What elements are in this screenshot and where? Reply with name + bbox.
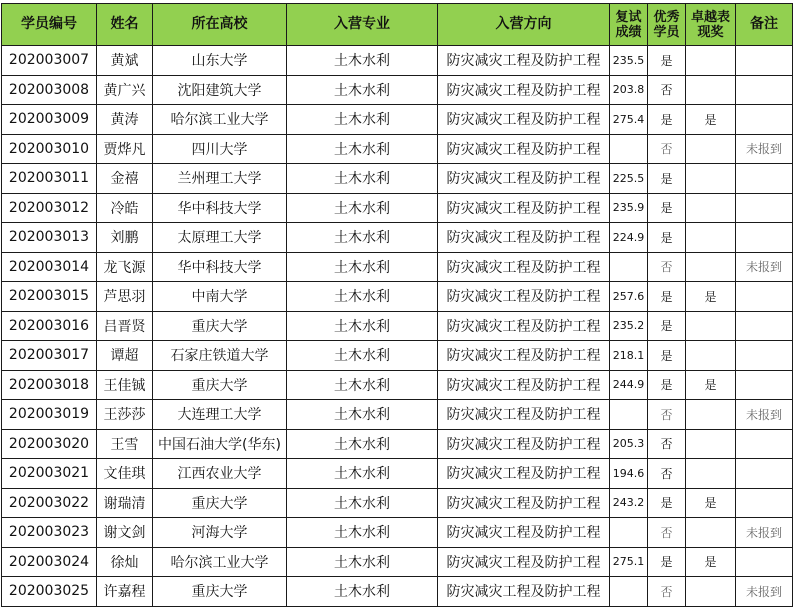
cell-excellent[interactable]: 是 [648, 488, 686, 518]
cell-score[interactable]: 225.5 [610, 164, 648, 194]
cell-student-id[interactable]: 202003016 [2, 311, 97, 341]
cell-school[interactable]: 哈尔滨工业大学 [153, 105, 287, 135]
cell-student-id[interactable]: 202003021 [2, 459, 97, 489]
student-table [1, 3, 793, 607]
cell-remark[interactable]: 未报到 [736, 400, 793, 430]
cell-major[interactable]: 土木水利 [287, 400, 438, 430]
cell-score[interactable]: 224.9 [610, 223, 648, 253]
cell-name[interactable]: 徐灿 [97, 547, 153, 577]
table-row [2, 429, 793, 459]
cell-name[interactable]: 黄涛 [97, 105, 153, 135]
cell-remark[interactable]: 未报到 [736, 134, 793, 164]
cell-excellent[interactable]: 是 [648, 105, 686, 135]
cell-school[interactable]: 山东大学 [153, 46, 287, 76]
col-header-remark[interactable]: 备注 [736, 4, 793, 46]
cell-major[interactable]: 土木水利 [287, 488, 438, 518]
cell-student-id[interactable]: 202003023 [2, 518, 97, 548]
cell-direction[interactable]: 防灾减灾工程及防护工程 [438, 459, 610, 489]
cell-student-id[interactable]: 202003014 [2, 252, 97, 282]
cell-name[interactable]: 王雪 [97, 429, 153, 459]
cell-student-id[interactable]: 202003025 [2, 577, 97, 607]
col-header-direction[interactable]: 入营方向 [438, 4, 610, 46]
cell-remark[interactable] [736, 547, 793, 577]
col-header-student-id[interactable]: 学员编号 [2, 4, 97, 46]
cell-excellent[interactable]: 否 [648, 134, 686, 164]
cell-major[interactable]: 土木水利 [287, 518, 438, 548]
cell-outstanding[interactable] [686, 341, 736, 371]
cell-score[interactable]: 203.8 [610, 75, 648, 105]
cell-school[interactable]: 华中科技大学 [153, 252, 287, 282]
cell-remark[interactable] [736, 282, 793, 312]
cell-direction[interactable]: 防灾减灾工程及防护工程 [438, 46, 610, 76]
cell-name[interactable]: 许嘉程 [97, 577, 153, 607]
cell-score[interactable]: 275.4 [610, 105, 648, 135]
cell-outstanding[interactable] [686, 134, 736, 164]
cell-direction[interactable]: 防灾减灾工程及防护工程 [438, 311, 610, 341]
cell-student-id[interactable]: 202003019 [2, 400, 97, 430]
cell-remark[interactable] [736, 105, 793, 135]
cell-score[interactable]: 275.1 [610, 547, 648, 577]
cell-student-id[interactable]: 202003008 [2, 75, 97, 105]
cell-score[interactable]: 235.9 [610, 193, 648, 223]
cell-student-id[interactable]: 202003010 [2, 134, 97, 164]
table-row [2, 518, 793, 548]
cell-direction[interactable]: 防灾减灾工程及防护工程 [438, 518, 610, 548]
cell-name[interactable]: 吕晋贤 [97, 311, 153, 341]
cell-direction[interactable]: 防灾减灾工程及防护工程 [438, 164, 610, 194]
cell-major[interactable]: 土木水利 [287, 341, 438, 371]
cell-outstanding[interactable] [686, 75, 736, 105]
cell-excellent[interactable]: 否 [648, 75, 686, 105]
cell-outstanding[interactable] [686, 311, 736, 341]
cell-school[interactable]: 中南大学 [153, 282, 287, 312]
cell-remark[interactable] [736, 488, 793, 518]
col-header-score-line1: 复试 [615, 9, 642, 25]
cell-score[interactable]: 218.1 [610, 341, 648, 371]
col-header-excellent[interactable] [648, 4, 686, 46]
cell-student-id[interactable]: 202003022 [2, 488, 97, 518]
cell-school[interactable]: 大连理工大学 [153, 400, 287, 430]
table-row [2, 341, 793, 371]
cell-excellent[interactable]: 是 [648, 547, 686, 577]
cell-excellent[interactable]: 否 [648, 459, 686, 489]
cell-school[interactable]: 重庆大学 [153, 488, 287, 518]
cell-remark[interactable] [736, 46, 793, 76]
cell-score[interactable] [610, 400, 648, 430]
cell-score[interactable]: 235.5 [610, 46, 648, 76]
table-row [2, 282, 793, 312]
cell-student-id[interactable]: 202003015 [2, 282, 97, 312]
cell-direction[interactable]: 防灾减灾工程及防护工程 [438, 223, 610, 253]
cell-score[interactable]: 194.6 [610, 459, 648, 489]
cell-outstanding[interactable]: 是 [686, 488, 736, 518]
cell-school[interactable]: 重庆大学 [153, 370, 287, 400]
cell-outstanding[interactable] [686, 429, 736, 459]
cell-school[interactable]: 四川大学 [153, 134, 287, 164]
cell-remark[interactable] [736, 223, 793, 253]
cell-name[interactable]: 王佳铖 [97, 370, 153, 400]
cell-direction[interactable]: 防灾减灾工程及防护工程 [438, 341, 610, 371]
cell-direction[interactable]: 防灾减灾工程及防护工程 [438, 429, 610, 459]
table-row [2, 164, 793, 194]
cell-remark[interactable] [736, 370, 793, 400]
cell-score[interactable] [610, 518, 648, 548]
cell-score[interactable]: 235.2 [610, 311, 648, 341]
table-row [2, 400, 793, 430]
cell-student-id[interactable]: 202003007 [2, 46, 97, 76]
cell-remark[interactable] [736, 75, 793, 105]
cell-excellent[interactable]: 是 [648, 193, 686, 223]
cell-school[interactable]: 华中科技大学 [153, 193, 287, 223]
cell-excellent[interactable]: 是 [648, 341, 686, 371]
table-row [2, 370, 793, 400]
col-header-excellent-line1: 优秀 [653, 9, 680, 25]
cell-score[interactable]: 243.2 [610, 488, 648, 518]
cell-school[interactable]: 河海大学 [153, 518, 287, 548]
cell-remark[interactable] [736, 311, 793, 341]
col-header-name[interactable]: 姓名 [97, 4, 153, 46]
table-row [2, 577, 793, 607]
col-header-score[interactable] [610, 4, 648, 46]
cell-direction[interactable]: 防灾减灾工程及防护工程 [438, 400, 610, 430]
cell-name[interactable]: 谢瑞清 [97, 488, 153, 518]
cell-name[interactable]: 龙飞源 [97, 252, 153, 282]
cell-school[interactable]: 中国石油大学(华东) [153, 429, 287, 459]
cell-major[interactable]: 土木水利 [287, 311, 438, 341]
cell-student-id[interactable]: 202003012 [2, 193, 97, 223]
col-header-outstanding[interactable] [686, 4, 736, 46]
cell-direction[interactable]: 防灾减灾工程及防护工程 [438, 577, 610, 607]
cell-excellent[interactable]: 是 [648, 370, 686, 400]
col-header-major[interactable]: 入营专业 [287, 4, 438, 46]
cell-score[interactable]: 244.9 [610, 370, 648, 400]
cell-excellent[interactable]: 是 [648, 282, 686, 312]
cell-excellent[interactable]: 否 [648, 252, 686, 282]
cell-major[interactable]: 土木水利 [287, 459, 438, 489]
cell-student-id[interactable]: 202003009 [2, 105, 97, 135]
cell-excellent[interactable]: 是 [648, 311, 686, 341]
cell-name[interactable]: 文佳琪 [97, 459, 153, 489]
cell-student-id[interactable]: 202003020 [2, 429, 97, 459]
cell-name[interactable]: 王莎莎 [97, 400, 153, 430]
cell-score[interactable]: 205.3 [610, 429, 648, 459]
cell-school[interactable]: 石家庄铁道大学 [153, 341, 287, 371]
cell-name[interactable]: 谢文剑 [97, 518, 153, 548]
cell-major[interactable]: 土木水利 [287, 46, 438, 76]
cell-outstanding[interactable] [686, 252, 736, 282]
cell-remark[interactable] [736, 459, 793, 489]
cell-direction[interactable]: 防灾减灾工程及防护工程 [438, 75, 610, 105]
cell-excellent[interactable]: 否 [648, 429, 686, 459]
cell-outstanding[interactable]: 是 [686, 370, 736, 400]
cell-student-id[interactable]: 202003017 [2, 341, 97, 371]
cell-direction[interactable]: 防灾减灾工程及防护工程 [438, 193, 610, 223]
cell-direction[interactable]: 防灾减灾工程及防护工程 [438, 134, 610, 164]
table-row [2, 46, 793, 76]
cell-score[interactable] [610, 134, 648, 164]
cell-major[interactable]: 土木水利 [287, 577, 438, 607]
cell-outstanding[interactable] [686, 400, 736, 430]
cell-student-id[interactable]: 202003024 [2, 547, 97, 577]
cell-major[interactable]: 土木水利 [287, 105, 438, 135]
cell-name[interactable]: 黄斌 [97, 46, 153, 76]
cell-score[interactable]: 257.6 [610, 282, 648, 312]
cell-excellent[interactable]: 是 [648, 46, 686, 76]
cell-major[interactable]: 土木水利 [287, 252, 438, 282]
table-row [2, 459, 793, 489]
cell-school[interactable]: 沈阳建筑大学 [153, 75, 287, 105]
cell-name[interactable]: 金禧 [97, 164, 153, 194]
cell-major[interactable]: 土木水利 [287, 164, 438, 194]
cell-major[interactable]: 土木水利 [287, 193, 438, 223]
cell-name[interactable]: 黄广兴 [97, 75, 153, 105]
cell-major[interactable]: 土木水利 [287, 370, 438, 400]
cell-score[interactable] [610, 252, 648, 282]
cell-direction[interactable]: 防灾减灾工程及防护工程 [438, 488, 610, 518]
cell-direction[interactable]: 防灾减灾工程及防护工程 [438, 282, 610, 312]
cell-excellent[interactable]: 否 [648, 400, 686, 430]
cell-excellent[interactable]: 否 [648, 518, 686, 548]
cell-school[interactable]: 重庆大学 [153, 577, 287, 607]
table-row [2, 105, 793, 135]
cell-school[interactable]: 重庆大学 [153, 311, 287, 341]
cell-remark[interactable]: 未报到 [736, 252, 793, 282]
col-header-outstanding-line2: 现奖 [697, 24, 724, 40]
cell-student-id[interactable]: 202003011 [2, 164, 97, 194]
col-header-score-line2: 成绩 [615, 24, 642, 40]
cell-outstanding[interactable] [686, 518, 736, 548]
cell-excellent[interactable]: 否 [648, 577, 686, 607]
cell-outstanding[interactable]: 是 [686, 282, 736, 312]
cell-outstanding[interactable]: 是 [686, 105, 736, 135]
cell-score[interactable] [610, 577, 648, 607]
cell-direction[interactable]: 防灾减灾工程及防护工程 [438, 547, 610, 577]
table-row [2, 223, 793, 253]
col-header-outstanding-line1: 卓越表 [690, 9, 730, 25]
cell-school[interactable]: 哈尔滨工业大学 [153, 547, 287, 577]
cell-remark[interactable] [736, 164, 793, 194]
cell-outstanding[interactable]: 是 [686, 547, 736, 577]
cell-major[interactable]: 土木水利 [287, 429, 438, 459]
cell-outstanding[interactable] [686, 46, 736, 76]
cell-outstanding[interactable] [686, 164, 736, 194]
cell-direction[interactable]: 防灾减灾工程及防护工程 [438, 105, 610, 135]
cell-student-id[interactable]: 202003018 [2, 370, 97, 400]
cell-excellent[interactable]: 是 [648, 164, 686, 194]
col-header-excellent-line2: 学员 [653, 24, 680, 40]
cell-excellent[interactable]: 是 [648, 223, 686, 253]
cell-name[interactable]: 谭超 [97, 341, 153, 371]
cell-outstanding[interactable] [686, 577, 736, 607]
table-row [2, 193, 793, 223]
cell-remark[interactable]: 未报到 [736, 518, 793, 548]
cell-remark[interactable] [736, 193, 793, 223]
header-row [2, 4, 793, 46]
table-row [2, 134, 793, 164]
cell-name[interactable]: 芦思羽 [97, 282, 153, 312]
cell-name[interactable]: 刘鹏 [97, 223, 153, 253]
cell-major[interactable]: 土木水利 [287, 134, 438, 164]
col-header-school[interactable]: 所在高校 [153, 4, 287, 46]
cell-direction[interactable]: 防灾减灾工程及防护工程 [438, 252, 610, 282]
cell-name[interactable]: 冷皓 [97, 193, 153, 223]
table-row [2, 311, 793, 341]
table-row [2, 75, 793, 105]
table-row [2, 488, 793, 518]
cell-major[interactable]: 土木水利 [287, 547, 438, 577]
cell-major[interactable]: 土木水利 [287, 223, 438, 253]
cell-major[interactable]: 土木水利 [287, 282, 438, 312]
cell-direction[interactable]: 防灾减灾工程及防护工程 [438, 370, 610, 400]
cell-major[interactable]: 土木水利 [287, 75, 438, 105]
cell-outstanding[interactable] [686, 193, 736, 223]
cell-school[interactable]: 兰州理工大学 [153, 164, 287, 194]
table-row [2, 547, 793, 577]
cell-school[interactable]: 太原理工大学 [153, 223, 287, 253]
cell-outstanding[interactable] [686, 223, 736, 253]
cell-remark[interactable] [736, 429, 793, 459]
table-row [2, 252, 793, 282]
cell-remark[interactable]: 未报到 [736, 577, 793, 607]
cell-remark[interactable] [736, 341, 793, 371]
cell-student-id[interactable]: 202003013 [2, 223, 97, 253]
cell-school[interactable]: 江西农业大学 [153, 459, 287, 489]
cell-name[interactable]: 贾烨凡 [97, 134, 153, 164]
cell-outstanding[interactable] [686, 459, 736, 489]
